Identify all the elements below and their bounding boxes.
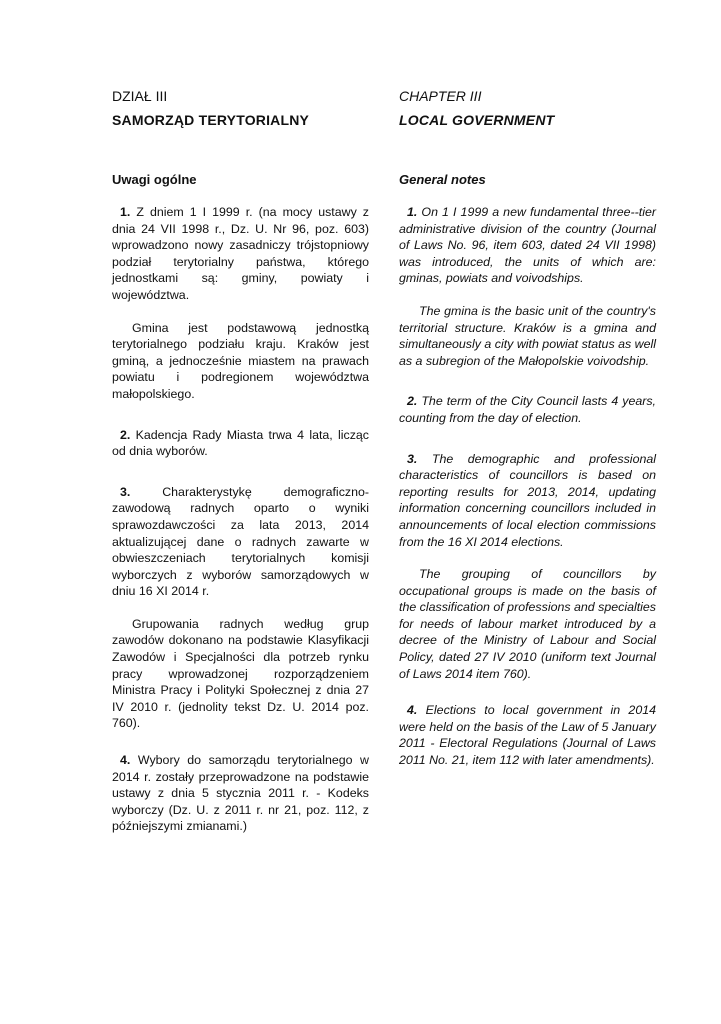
paragraph-number: 4.: [120, 753, 131, 768]
paragraph-4-en: [399, 702, 656, 768]
paragraph-2-pl: [112, 427, 369, 460]
subtitle-en: General notes: [399, 172, 486, 187]
paragraph-4-pl: [112, 752, 369, 835]
paragraph-text: The term of the City Council lasts 4 years, counting from the day of election.: [399, 394, 656, 425]
chapter-label-en: CHAPTER III: [399, 88, 482, 104]
paragraph-3-pl: [112, 484, 369, 600]
paragraph-3-en: [399, 451, 656, 551]
paragraph-1b-pl: Gmina jest podstawową jednostką terytorialnego podziału kraju. Kraków jest gminą, a jednocześnie miastem na prawach powiatu i podregionem województwa małopolskiego.: [112, 320, 369, 401]
paragraph-text: The demographic and professional characteristics of councillors is based on reporting results for 2013, 2014, updating information concerning councillors included in announcements of local election commissions from the 16 XI 2014 elections.: [399, 451, 656, 549]
paragraph-text: Kadencja Rady Miasta trwa 4 lata, licząc od dnia wyborów.: [112, 427, 369, 459]
paragraph-number: 1.: [120, 205, 131, 219]
english-column: [399, 88, 656, 769]
paragraph-2-en: [399, 393, 656, 426]
paragraph-number: 3.: [407, 451, 418, 466]
paragraph-number: 4.: [407, 703, 418, 718]
subtitle-pl: Uwagi ogólne: [112, 172, 197, 187]
chapter-label-pl: DZIAŁ III: [112, 88, 168, 104]
paragraph-number: 2.: [407, 394, 418, 409]
section-title-pl: SAMORZĄD TERYTORIALNY: [112, 112, 310, 128]
paragraph-text: Charakterystykę demograficzno-zawodową radnych oparto o wyniki sprawozdawczości za lata 2013, 2014 aktualizującej dane o radnych zawarte w obwieszczeniach terytorialnych komisji wyborczych z wyborów samorządowych w dniu 16 XI 2014 r.: [112, 484, 369, 599]
paragraph-number: 1.: [407, 205, 418, 219]
paragraph-1b-en: The gmina is the basic unit of the country's territorial structure. Kraków is a gmina and simultaneously a city with powiat status as well as a subregion of the Małopolskie voivodship.: [399, 303, 656, 368]
section-title-en: LOCAL GOVERNMENT: [399, 112, 555, 128]
paragraph-text: On 1 I 1999 a new fundamental three--tier administrative division of the country (Journal of Laws No. 96, item 603, dated 24 VII 1998) was introduced, the units of which are: gminas, powiats and voivodships.: [399, 205, 656, 286]
paragraph-text: Z dniem 1 I 1999 r. (na mocy ustawy z dnia 24 VII 1998 r., Dz. U. Nr 96, poz. 603) wprowadzono nowy zasadniczy trójstopniowy podział terytorialny państwa, którego jednostkami są: gminy, powiaty i województwa.: [112, 205, 369, 302]
paragraph-1-en: [399, 204, 656, 287]
paragraph-number: 2.: [120, 427, 131, 442]
paragraph-1-pl: [112, 204, 369, 304]
paragraph-3b-pl: Grupowania radnych według grup zawodów dokonano na podstawie Klasyfikacji Zawodów i Specjalności dla potrzeb rynku pracy wprowadzonej rozporządzeniem Ministra Pracy i Polityki Społecznej z dnia 27 IV 2010 r. (jednolity tekst Dz. U. 2014 poz. 760).: [112, 616, 369, 731]
paragraph-3b-en: The grouping of councillors by occupational groups is made on the basis of the classification of professions and specialties for needs of labour market introduced by a decree of the Ministry of Labour and Social Policy, dated 27 IV 2010 (uniform text Journal of Laws 2014 item 760).: [399, 567, 656, 681]
paragraph-number: 3.: [120, 484, 131, 499]
polish-column: [112, 88, 369, 835]
paragraph-text: Wybory do samorządu terytorialnego w 2014 r. zostały przeprowadzone na podstawie ustawy z dnia 5 stycznia 2011 r. - Kodeks wyborczy (Dz. U. z 2011 r. nr 21, poz. 112, z późniejszymi zmianami.): [112, 753, 369, 834]
paragraph-text: Elections to local government in 2014 were held on the basis of the Law of 5 January 2011 - Electoral Regulations (Journal of Laws 2011 No. 21, item 112 with later amendments).: [399, 703, 656, 768]
